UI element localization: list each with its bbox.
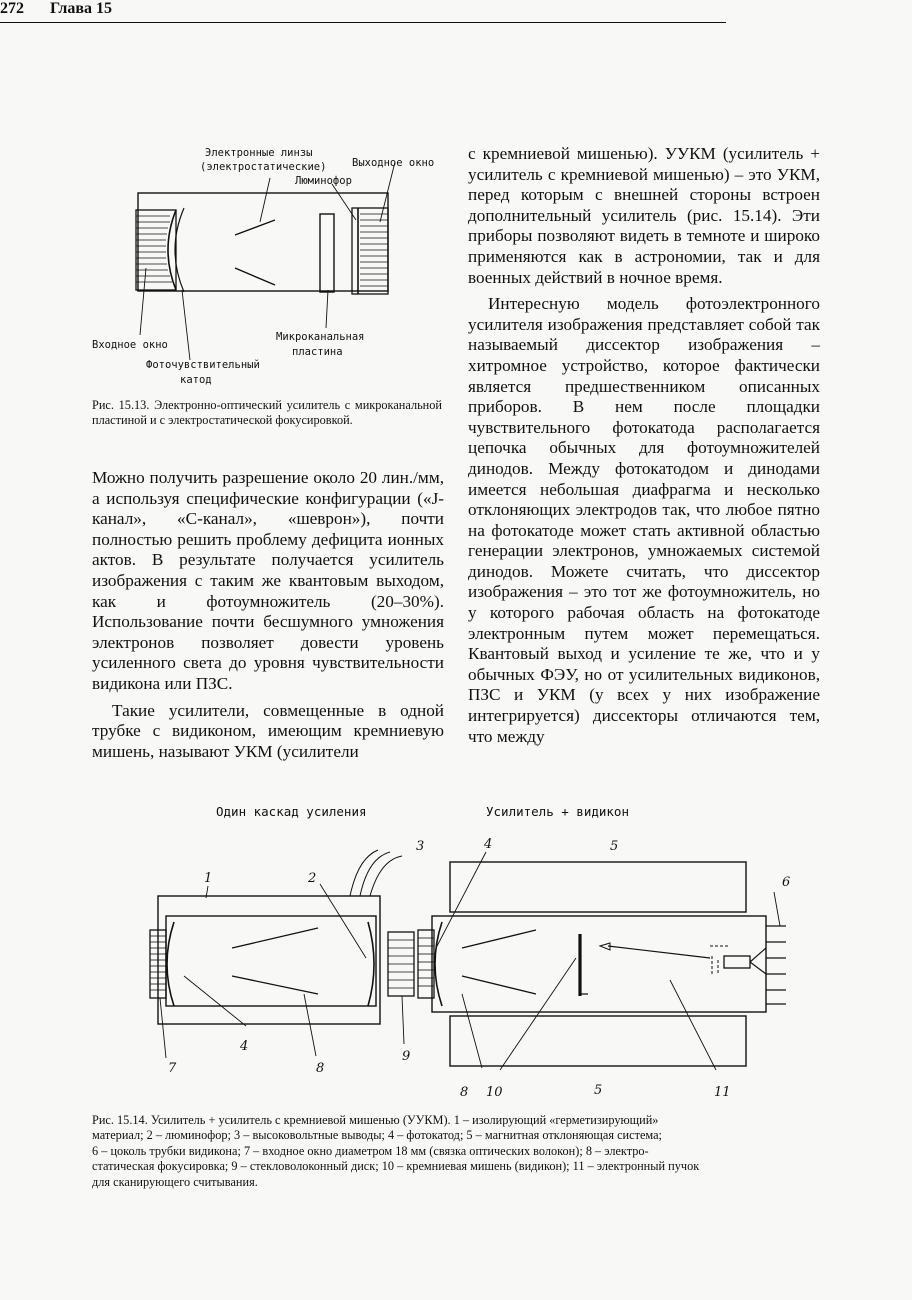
output-window-fibers — [360, 214, 388, 286]
title-one-stage: Один каскад усиления — [216, 804, 367, 819]
callout-9: 9 — [402, 1049, 411, 1064]
photocathode-4-first — [167, 922, 174, 1006]
electron-lens-top — [235, 220, 275, 235]
electron-gun — [724, 956, 750, 968]
page-header — [0, 0, 726, 23]
label-lenses-line1: Электронные линзы — [205, 147, 313, 159]
figure-15-13-diagram — [90, 140, 450, 390]
callout-8-left: 8 — [316, 1061, 325, 1076]
label-microchannel-line1: Микроканальная — [276, 331, 365, 343]
left-paragraph-1: Можно получить разрешение около 20 лин./мм, а используя специфические конфигурации («J-канал», «С-канал», «шеврон»), почти полностью решить проблему дефицита ионных актов. В результате получается усилитель изображения с таким же квантовым выходом, как и фотоумножитель (20–30%). Использование почти бесшумного умножения электронов позволяет довести уровень усиленного света до уровня чувствительности видикона или ПЗС. — [92, 468, 444, 693]
right-paragraph-1: с кремниевой мишенью). УУКМ (усилитель + усилитель с кремниевой мишенью) – это УКМ, перед которым с внешней стороны встроен дополнительный усилитель (рис. 15.14). Эти приборы позволяют видеть в темноте и широко применяются как в астрономии, так и для военных действий в ночное время. — [468, 144, 820, 287]
focus-electrode-top — [232, 928, 318, 948]
magnetic-deflection-top — [450, 862, 746, 912]
electron-lens-bottom — [235, 268, 275, 285]
label-lenses-line2: (электростатические) — [200, 161, 327, 173]
insulating-material — [158, 896, 380, 1024]
callout-11: 11 — [714, 1085, 731, 1098]
microchannel-plate — [320, 214, 334, 292]
label-microchannel-line2: пластина — [292, 346, 343, 358]
right-column — [468, 144, 820, 747]
callout-4-right: 4 — [484, 837, 493, 852]
callout-8-right: 8 — [460, 1085, 469, 1098]
photocathode-4-second — [435, 922, 442, 1006]
caption-line-1: Рис. 15.14. Усилитель + усилитель с кремниевой мишенью (УУКМ). 1 – изолирующий «герметизирующий» — [92, 1113, 659, 1127]
label-input-window: Входное окно — [92, 339, 168, 351]
callout-5-bottom: 5 — [594, 1083, 603, 1098]
callout-3: 3 — [416, 839, 425, 854]
callout-1: 1 — [204, 871, 213, 886]
callout-7: 7 — [168, 1061, 177, 1076]
left-paragraph-2: Такие усилители, совмещенные в одной трубке с видиконом, имеющим кремниевую мишень, называют УКМ (усилители — [92, 700, 444, 761]
input-window-fibers — [136, 216, 172, 282]
figure-15-14-caption — [92, 1113, 822, 1190]
electron-beam-11 — [608, 946, 710, 958]
first-stage-tube — [166, 916, 376, 1006]
caption-line-4: статическая фокусировка; 9 – стекловолоконный диск; 10 – кремниевая мишень (видикон); 11 – электронный пучок — [92, 1159, 700, 1174]
label-cathode-line1: Фоточувствительный — [146, 359, 260, 371]
caption-line-5: для сканирующего считывания. — [92, 1174, 258, 1189]
left-column — [92, 468, 444, 762]
label-output-window: Выходное окно — [352, 157, 435, 169]
chapter-title: Глава 15 — [50, 0, 112, 17]
callout-5-top: 5 — [610, 839, 619, 854]
focus-electrode-bottom — [232, 976, 318, 994]
callout-4-left: 4 — [240, 1039, 249, 1054]
vidicon-tube — [432, 916, 766, 1012]
callout-10: 10 — [486, 1085, 503, 1098]
phosphor-2 — [368, 922, 374, 1006]
label-cathode-line2: катод — [180, 374, 212, 386]
figure-15-13-caption: Рис. 15.13. Электронно-оптический усилитель с микроканальной пластиной и с электростатической фокусировкой. — [92, 398, 442, 428]
title-amplifier-vidicon: Усилитель + видикон — [486, 804, 629, 819]
callout-6: 6 — [782, 875, 791, 890]
page-number: 272 — [0, 0, 24, 17]
caption-line-3: 6 – цоколь трубки видикона; 7 – входное окно диаметром 18 мм (связка оптических волокон); 8 – электро- — [92, 1143, 649, 1158]
caption-line-2: материал; 2 – люминофор; 3 – высоковольтные выводы; 4 – фотокатод; 5 – магнитная отклоняющая система; — [92, 1128, 662, 1143]
figure-15-14-diagram — [140, 798, 820, 1098]
vidicon-base-pins — [750, 926, 786, 1004]
callout-2: 2 — [308, 871, 317, 886]
right-paragraph-2: Интересную модель фотоэлектронного усилителя изображения представляет собой так называемый диссектор изображения – хитромное устройство, которое фактически является предшественником описанных приборов. В нем после площадки чувствительного фотокатода располагается цепочка обычных для фотоумножителей динодов. Между фотокатодом и динодами имеется небольшая диафрагма и несколько отклоняющих электродов так, что любое пятно на фотокатоде может стать активной областью генерации электронов, умножаемых системой динодов. Можете считать, что диссектор изображения – это тот же фотоумножитель, но у которого рабочая область на фотокатоде электронным путем может перемещаться. Квантовый выход и усиление те же, что и у обычных ФЭУ, но от усилительных видиконов, ПЗС и УКМ (у всех у них изображение интегрируется) диссекторы отличаются тем, что между — [468, 294, 820, 746]
label-phosphor: Люминофор — [295, 175, 352, 187]
